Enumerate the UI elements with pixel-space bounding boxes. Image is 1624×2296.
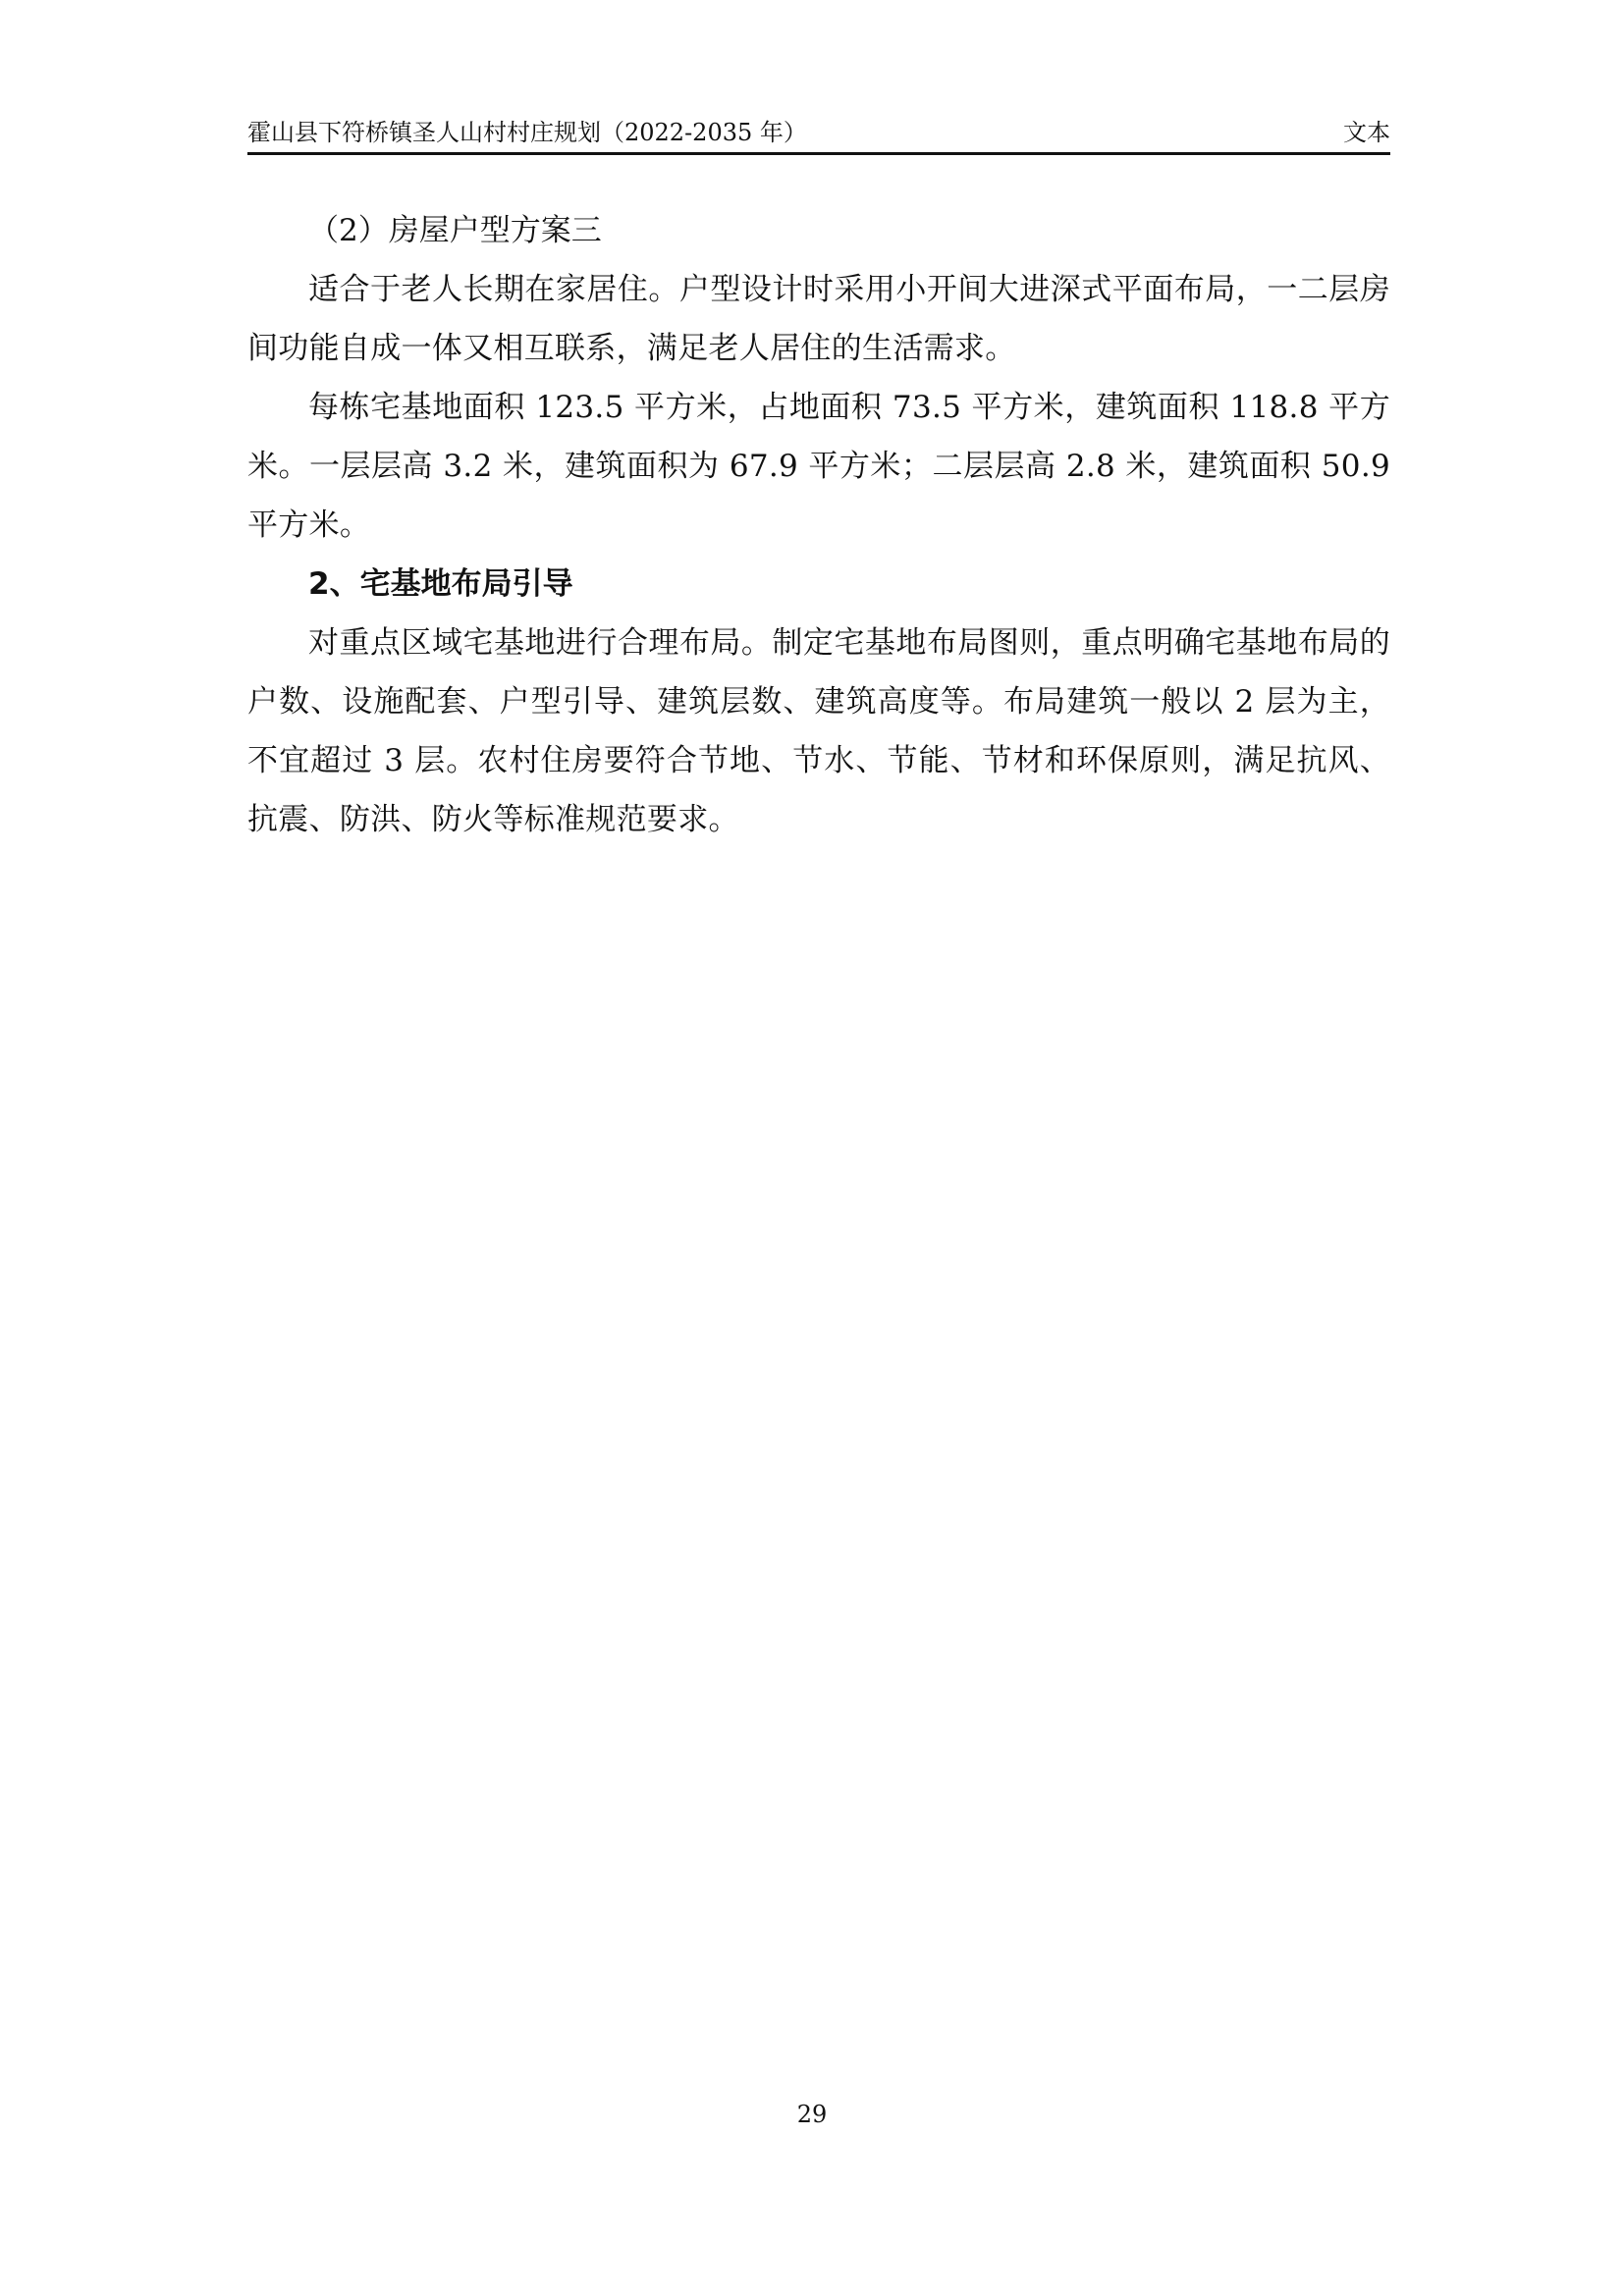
- document-title: 霍山县下符桥镇圣人山村村庄规划（2022-2035 年）: [247, 119, 807, 146]
- header-divider: [247, 152, 1390, 155]
- section-heading: 2、宅基地布局引导: [308, 566, 573, 602]
- page-number: 29: [796, 2101, 828, 2128]
- paragraph-homestead-layout: 对重点区域宅基地进行合理布局。制定宅基地布局图则，重点明确宅基地布局的户数、设施配套、户型引导、建筑层数、建筑高度等。布局建筑一般以 2 层为主，不宜超过 3 层。农村住房要符合节地、节水、节能、节材和环保原则，满足抗风、抗震、防洪、防火等标准规范要求。: [247, 625, 1390, 837]
- body-text: [247, 201, 1390, 849]
- section-label: 文本: [1343, 119, 1390, 146]
- paragraph-area-figures: 每栋宅基地面积 123.5 平方米，占地面积 73.5 平方米，建筑面积 118.8 平方米。一层层高 3.2 米，建筑面积为 67.9 平方米；二层层高 2.8 米，建筑面积 50.9 平方米。: [247, 390, 1390, 543]
- page-header: [247, 116, 1390, 153]
- paragraph-elderly-layout: 适合于老人长期在家居住。户型设计时采用小开间大进深式平面布局，一二层房间功能自成一体又相互联系，满足老人居住的生活需求。: [247, 272, 1390, 366]
- subsection-heading: （2）房屋户型方案三: [308, 213, 602, 248]
